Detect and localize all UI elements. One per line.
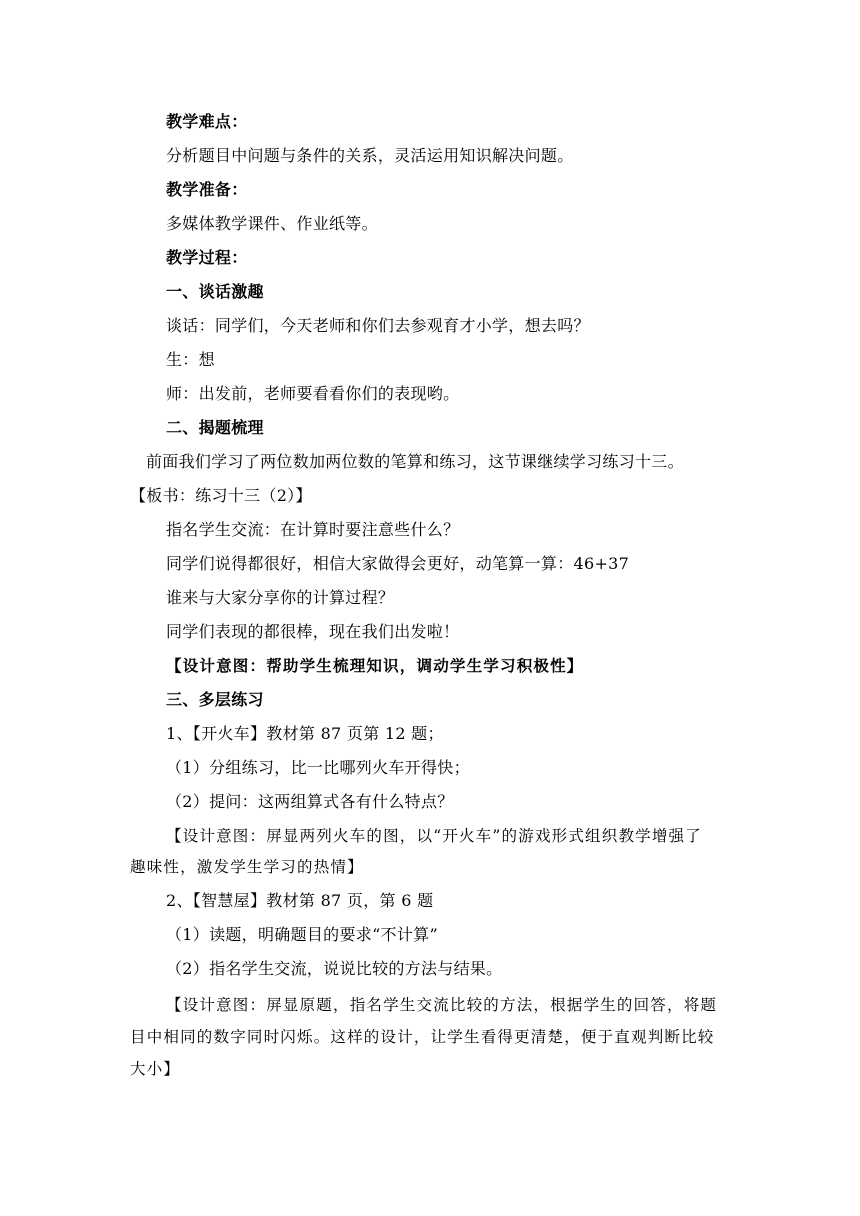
exercise-step: （2）提问：这两组算式各有什么特点？ bbox=[166, 792, 454, 811]
paragraph-difficulty-content: 分析题目中问题与条件的关系，灵活运用知识解决问题。 bbox=[166, 146, 574, 165]
exercise-step: （1）读题，明确题目的要求“不计算” bbox=[166, 925, 438, 944]
design-intent-note-continued: 趣味性，激发学生学习的热情】 bbox=[130, 858, 364, 876]
heading-teaching-process: 教学过程： bbox=[166, 248, 248, 267]
exercise-step: （2）指名学生交流，说说比较的方法与结果。 bbox=[166, 959, 503, 978]
paragraph-line: 前面我们学习了两位数加两位数的笔算和练习，这节课继续学习练习十三。 bbox=[146, 452, 684, 471]
exercise-item: 2、【智慧屋】教材第 87 页，第 6 题 bbox=[166, 891, 434, 910]
exercise-item: 1、【开火车】教材第 87 页第 12 题； bbox=[166, 724, 444, 743]
design-intent-note: 【设计意图：屏显两列火车的图，以“开火车”的游戏形式组织教学增强了 bbox=[166, 827, 702, 845]
paragraph-line: 同学们表现的都很棒，现在我们出发啦！ bbox=[166, 622, 460, 641]
paragraph-line: 谁来与大家分享你的计算过程？ bbox=[166, 588, 395, 607]
design-intent-note-continued: 大小】 bbox=[130, 1060, 181, 1078]
paragraph-line: 指名学生交流：在计算时要注意些什么？ bbox=[166, 520, 460, 539]
design-intent-note: 【设计意图：屏显原题，指名学生交流比较的方法，根据学生的回答，将题 bbox=[166, 996, 718, 1014]
paragraph-line: 同学们说得都很好，相信大家做得会更好，动笔算一算：46+37 bbox=[166, 554, 630, 573]
dialogue-line: 谈话：同学们，今天老师和你们去参观育才小学，想去吗？ bbox=[166, 316, 590, 335]
dialogue-line: 师：出发前，老师要看看你们的表现哟。 bbox=[166, 384, 460, 403]
section-heading-1: 一、谈话激趣 bbox=[166, 282, 264, 301]
exercise-step: （1）分组练习，比一比哪列火车开得快； bbox=[166, 758, 470, 777]
design-intent-note-continued: 目中相同的数字同时闪烁。这样的设计，让学生看得更清楚，便于直观判断比较 bbox=[130, 1028, 715, 1046]
design-intent-note: 【设计意图：帮助学生梳理知识，调动学生学习积极性】 bbox=[166, 656, 584, 675]
section-heading-3: 三、多层练习 bbox=[166, 690, 264, 709]
dialogue-line: 生：想 bbox=[166, 350, 215, 369]
board-note: 【板书：练习十三（2）】 bbox=[130, 486, 312, 505]
heading-teaching-preparation: 教学准备： bbox=[166, 180, 248, 199]
section-heading-2: 二、揭题梳理 bbox=[166, 418, 264, 437]
heading-teaching-difficulty: 教学难点： bbox=[166, 112, 248, 131]
paragraph-preparation-content: 多媒体教学课件、作业纸等。 bbox=[166, 214, 378, 233]
